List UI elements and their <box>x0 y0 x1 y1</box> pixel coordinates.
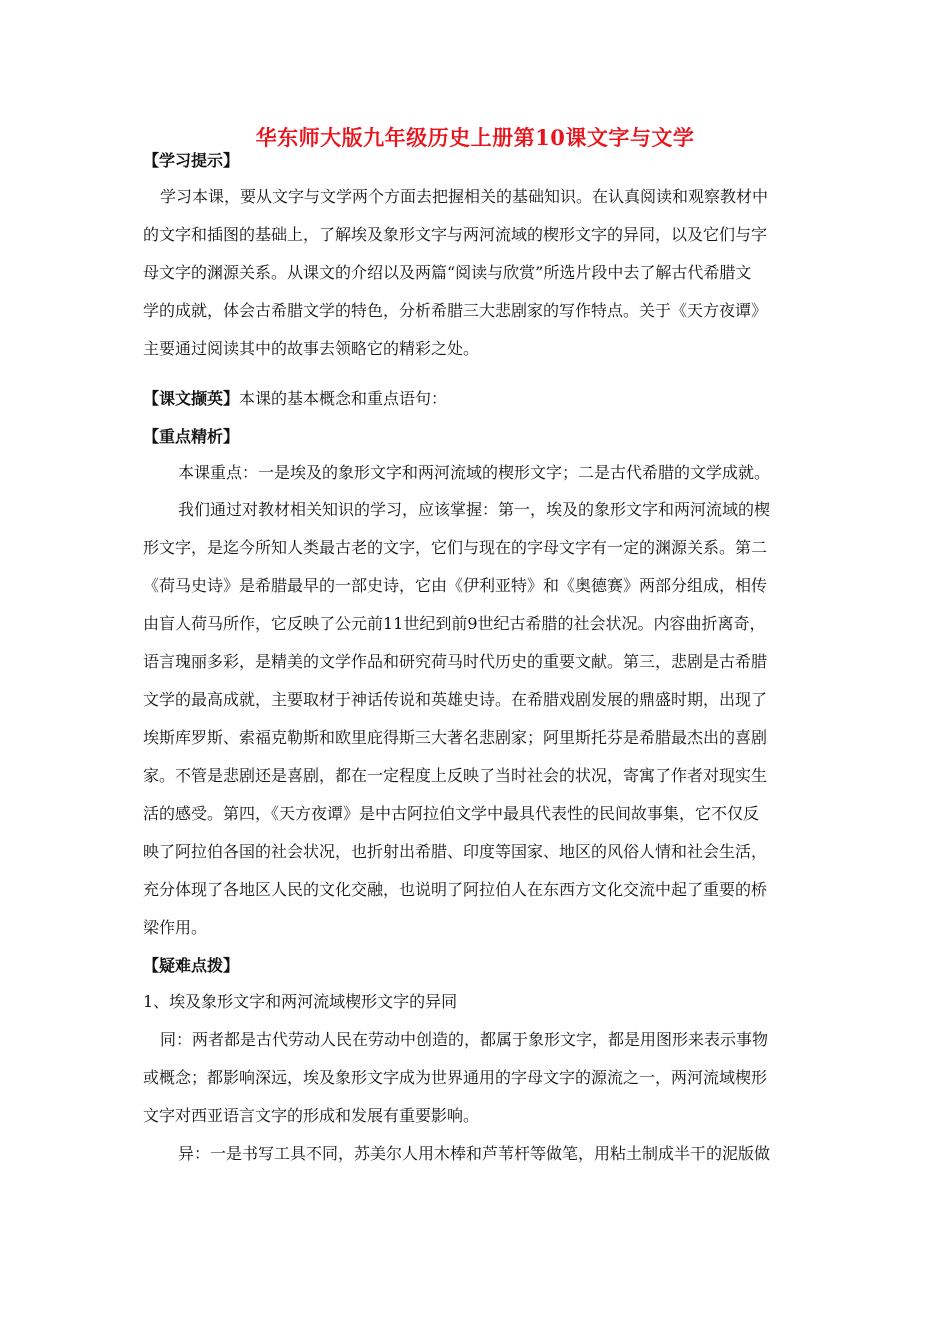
paragraph-line: 或概念；都影响深远，埃及象形文字成为世界通用的字母文字的源流之一，两河流域楔形 <box>143 1068 768 1087</box>
focus-heading: 【重点精析】 <box>143 427 240 446</box>
paragraph-line: 由盲人荷马所作，它反映了公元前11世纪到前9世纪古希腊的社会状况。内容曲折离奇， <box>143 614 766 633</box>
difficulty-item-1: 1、埃及象形文字和两河流域楔形文字的异同 <box>143 992 458 1011</box>
excerpt-heading: 【课文撷英】 <box>143 389 240 408</box>
paragraph-line: 家。不管是悲剧还是喜剧，都在一定程度上反映了当时社会的状况，寄寓了作者对现实生 <box>143 766 768 785</box>
paragraph-line: 本课重点：一是埃及的象形文字和两河流域的楔形文字；二是古代希腊的文学成就。 <box>178 463 771 482</box>
paragraph-line: 学的成就，体会古希腊文学的特色，分析希腊三大悲剧家的写作特点。关于《天方夜谭》 <box>143 301 768 320</box>
paragraph-line: 形文字，是迄今所知人类最古老的文字，它们与现在的字母文字有一定的渊源关系。第二 <box>143 538 768 557</box>
paragraph-line: 《荷马史诗》是希腊最早的一部史诗，它由《伊利亚特》和《奥德赛》两部分组成，相传 <box>143 576 768 595</box>
paragraph-line: 同：两者都是古代劳动人民在劳动中创造的，都属于象形文字，都是用图形来表示事物 <box>160 1030 769 1049</box>
paragraph-line: 映了阿拉伯各国的社会状况，也折射出希腊、印度等国家、地区的风俗人情和社会生活， <box>143 842 768 861</box>
excerpt-text: 本课的基本概念和重点语句： <box>239 389 448 408</box>
paragraph-line: 母文字的渊源关系。从课文的介绍以及两篇“阅读与欣赏”所选片段中去了解古代希腊文 <box>143 263 752 282</box>
paragraph-line: 梁作用。 <box>143 918 208 937</box>
paragraph-line: 的文字和插图的基础上，了解埃及象形文字与两河流域的楔形文字的异同，以及它们与字 <box>143 225 768 244</box>
paragraph-line: 主要通过阅读其中的故事去领略它的精彩之处。 <box>143 339 480 358</box>
page-title: 华东师大版九年级历史上册第10课文字与文学 <box>255 125 695 150</box>
difficulty-heading: 【疑难点拨】 <box>143 956 240 975</box>
paragraph-line: 异：一是书写工具不同，苏美尔人用木棒和芦苇杆等做笔，用粘土制成半干的泥版做 <box>178 1144 771 1163</box>
paragraph-line: 语言瑰丽多彩，是精美的文学作品和研究荷马时代历史的重要文献。第三，悲剧是古希腊 <box>143 652 768 671</box>
paragraph-line: 埃斯库罗斯、索福克勒斯和欧里庇得斯三大著名悲剧家；阿里斯托芬是希腊最杰出的喜剧 <box>143 728 768 747</box>
excerpt-row <box>143 389 813 409</box>
paragraph-line: 我们通过对教材相关知识的学习，应该掌握：第一，埃及的象形文字和两河流域的楔 <box>178 500 771 519</box>
paragraph-line: 学习本课，要从文字与文学两个方面去把握相关的基础知识。在认真阅读和观察教材中 <box>160 187 769 206</box>
paragraph-line: 文学的最高成就，主要取材于神话传说和英雄史诗。在希腊戏剧发展的鼎盛时期，出现了 <box>143 690 768 709</box>
paragraph-line: 活的感受。第四，《天方夜谭》是中古阿拉伯文学中最具代表性的民间故事集，它不仅反 <box>143 804 760 823</box>
paragraph-line: 充分体现了各地区人民的文化交融，也说明了阿拉伯人在东西方文化交流中起了重要的桥 <box>143 880 768 899</box>
tips-heading: 【学习提示】 <box>143 151 240 170</box>
paragraph-line: 文字对西亚语言文字的形成和发展有重要影响。 <box>143 1106 480 1125</box>
